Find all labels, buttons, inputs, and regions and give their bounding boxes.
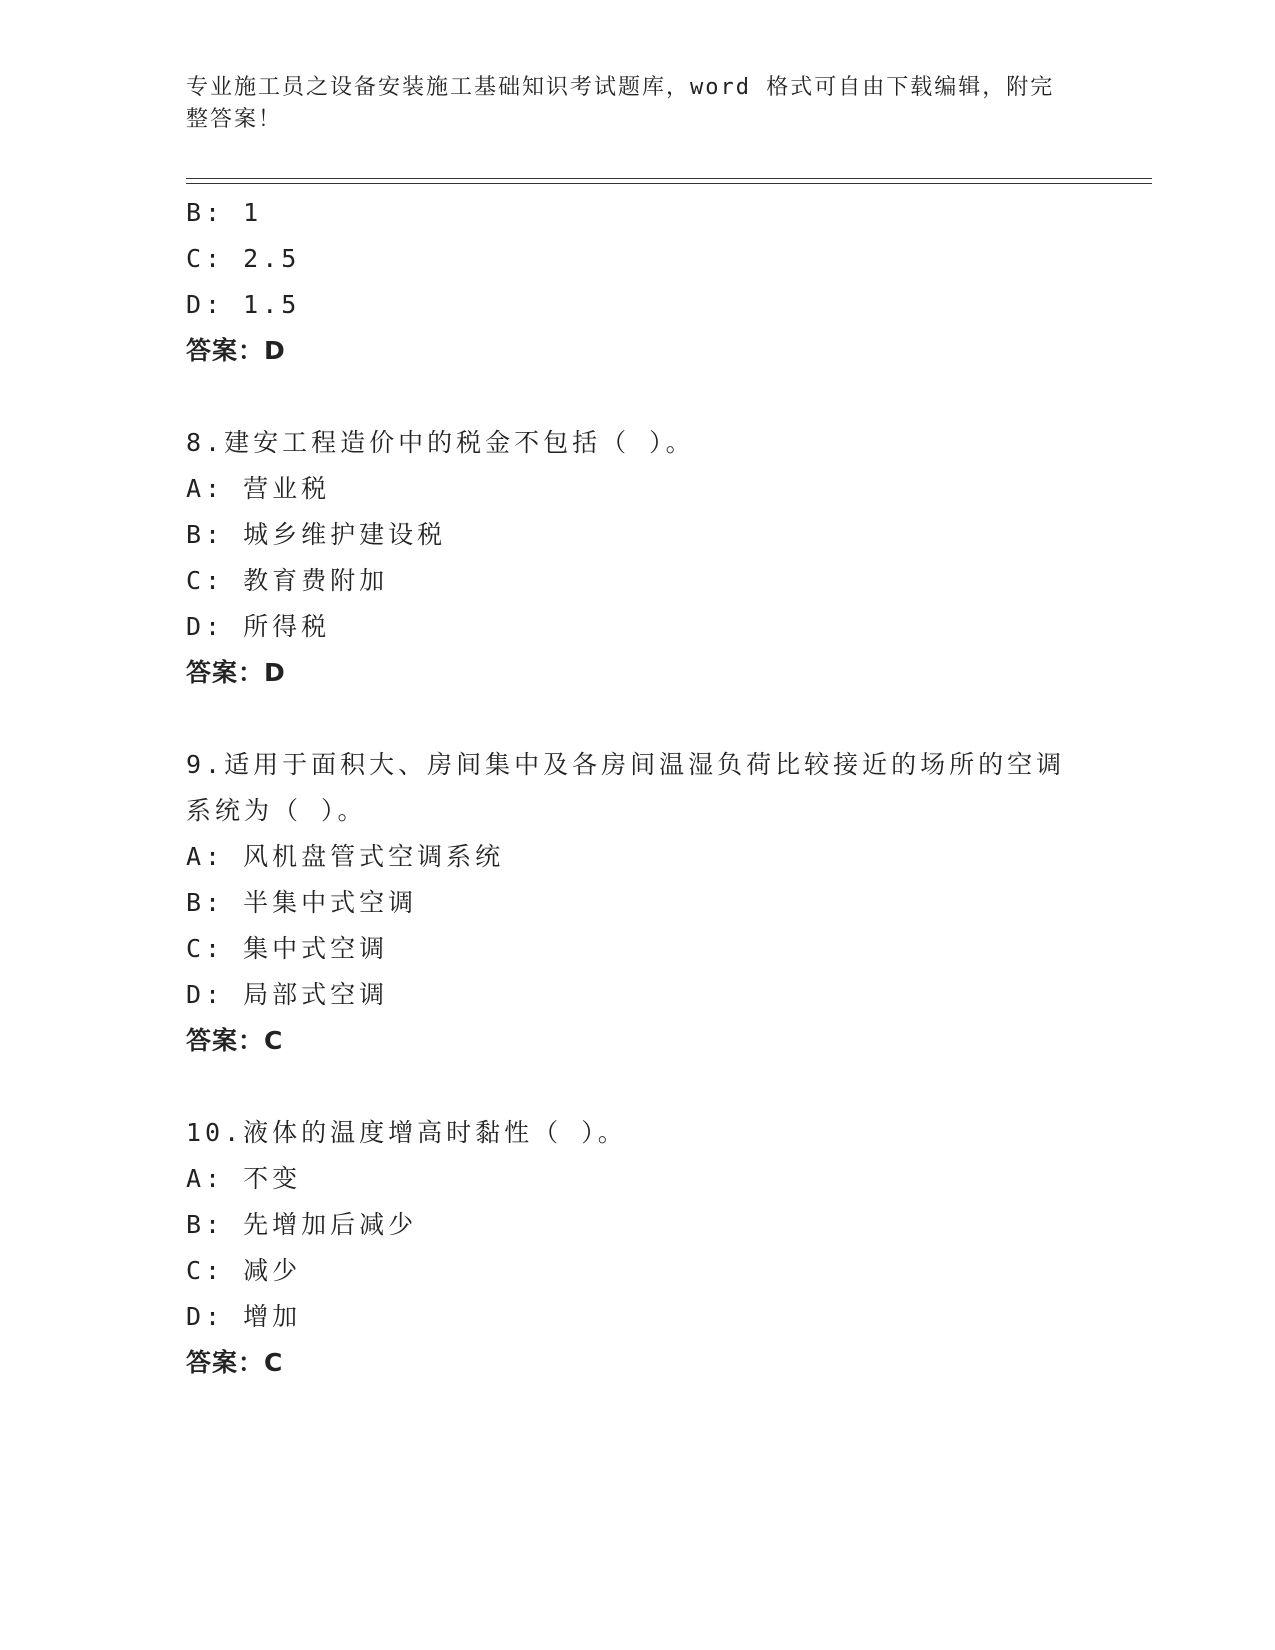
answer-line: 答案：D — [186, 658, 286, 687]
question-stem: 10.液体的温度增高时黏性（ ）。 — [186, 1118, 627, 1147]
option-d: D: 1.5 — [186, 290, 301, 319]
answer-line: 答案：C — [186, 1348, 284, 1377]
option-c: C: 2.5 — [186, 244, 301, 273]
question-stem-continued: 系统为（ ）。 — [186, 796, 367, 825]
question-block — [186, 190, 1086, 374]
header-rule-bottom — [186, 183, 1152, 184]
option-d: D: 增加 — [186, 1302, 302, 1331]
question-block — [186, 742, 1086, 1064]
question-stem: 8.建安工程造价中的税金不包括（ ）。 — [186, 428, 695, 457]
option-a: A: 营业税 — [186, 474, 331, 503]
option-a: A: 不变 — [186, 1164, 302, 1193]
option-a: A: 风机盘管式空调系统 — [186, 842, 505, 871]
option-c: C: 集中式空调 — [186, 934, 389, 963]
option-b: B: 半集中式空调 — [186, 888, 418, 917]
answer-line: 答案：D — [186, 336, 286, 365]
option-b: B: 1 — [186, 198, 263, 227]
header-line-1: 专业施工员之设备安装施工基础知识考试题库，word 格式可自由下载编辑，附完 — [186, 75, 1055, 100]
question-list — [186, 190, 1086, 1386]
question-block — [186, 420, 1086, 696]
option-b: B: 先增加后减少 — [186, 1210, 418, 1239]
option-c: C: 教育费附加 — [186, 566, 389, 595]
header-line-2: 整答案！ — [186, 107, 283, 132]
document-header — [186, 72, 1066, 136]
answer-line: 答案：C — [186, 1026, 284, 1055]
option-d: D: 所得税 — [186, 612, 331, 641]
header-rule-top — [186, 178, 1152, 179]
option-c: C: 减少 — [186, 1256, 302, 1285]
option-b: B: 城乡维护建设税 — [186, 520, 447, 549]
question-stem: 9.适用于面积大、房间集中及各房间温湿负荷比较接近的场所的空调 — [186, 750, 1066, 779]
question-block — [186, 1110, 1086, 1386]
option-d: D: 局部式空调 — [186, 980, 389, 1009]
